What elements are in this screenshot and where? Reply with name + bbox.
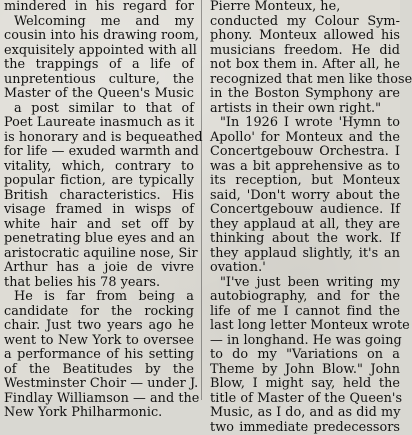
text-line: its reception, but Monteux: [210, 174, 400, 189]
text-line: popular fiction, are typically: [4, 174, 194, 189]
text-line: British characteristics. His: [4, 189, 194, 204]
text-line: phony. Monteux allowed his: [210, 29, 400, 44]
text-line: chair. Just two years ago he: [4, 319, 194, 334]
text-line: the trappings of a life of: [4, 58, 194, 73]
text-line: is honorary and is bequeathed: [4, 131, 194, 146]
column-divider: [201, 0, 202, 400]
text-line: Westminster Choir — under J.: [4, 377, 194, 392]
text-line: that belies his 78 years.: [4, 276, 194, 291]
text-line: not box them in. After all, he: [210, 58, 400, 73]
text-line: Master of the Queen's Music: [4, 87, 194, 102]
right-column: [210, 0, 400, 400]
text-line: musicians freedom. He did: [210, 44, 400, 59]
text-line: aristocratic aquiline nose, Sir: [4, 247, 194, 262]
text-line: Concertgebouw Orchestra. I: [210, 145, 400, 160]
text-line: penetrating blue eyes and an: [4, 232, 194, 247]
text-line: two immediate predecessors: [210, 421, 400, 435]
text-line: Concertgebouw audience. If: [210, 203, 400, 218]
text-line: cousin into his drawing room,: [4, 29, 194, 44]
text-line: exquisitely appointed with all: [4, 44, 194, 59]
left-column: [4, 0, 194, 400]
text-line: last long letter Monteux wrote: [210, 319, 400, 334]
text-line: conducted my Colour Sym-: [210, 15, 400, 30]
text-line: they applaud slightly, it's an: [210, 247, 400, 262]
text-line: thinking about the work. If: [210, 232, 400, 247]
text-line: Poet Laureate inasmuch as it: [4, 116, 194, 131]
text-line: went to New York to oversee: [4, 334, 194, 349]
text-line: visage framed in wisps of: [4, 203, 194, 218]
text-line: they applaud at all, they are: [210, 218, 400, 233]
text-line: New York Philharmonic.: [4, 406, 194, 421]
text-line: "I've just been writing my: [210, 276, 400, 291]
text-line: for life — exuded warmth and: [4, 145, 194, 160]
text-line: a performance of his setting: [4, 348, 194, 363]
text-line: Music, as I do, and as did my: [210, 406, 400, 421]
text-line: mindered in his regard for: [4, 0, 194, 15]
text-line: candidate for the rocking: [4, 305, 194, 320]
text-line: white hair and set off by: [4, 218, 194, 233]
text-line: Blow, I might say, held the: [210, 377, 400, 392]
text-line: of the Beatitudes by the: [4, 363, 194, 378]
text-line: Welcoming me and my: [4, 15, 194, 30]
text-line: Theme by John Blow." John: [210, 363, 400, 378]
text-line: in the Boston Symphony are: [210, 87, 400, 102]
text-line: life of me I cannot find the: [210, 305, 400, 320]
text-line: Arthur has a joie de vivre: [4, 261, 194, 276]
text-line: ovation.': [210, 261, 400, 276]
text-line: "In 1926 I wrote 'Hymn to: [210, 116, 400, 131]
text-line: was a bit apprehensive as to: [210, 160, 400, 175]
text-line: title of Master of the Queen's: [210, 392, 400, 407]
text-line: autobiography, and for the: [210, 290, 400, 305]
text-line: recognized that men like those: [210, 73, 400, 88]
text-line: vitality, which, contrary to: [4, 160, 194, 175]
text-line: said, 'Don't worry about the: [210, 189, 400, 204]
text-line: Findlay Williamson — and the: [4, 392, 194, 407]
text-line: Apollo' for Monteux and the: [210, 131, 400, 146]
text-line: a post similar to that of: [4, 102, 194, 117]
text-line: — in longhand. He was going: [210, 334, 400, 349]
text-line: He is far from being a: [4, 290, 194, 305]
text-line: unpretentious culture, the: [4, 73, 194, 88]
text-line: Pierre Monteux, he,: [210, 0, 400, 15]
text-line: to do my "Variations on a: [210, 348, 400, 363]
text-line: artists in their own right.": [210, 102, 400, 117]
